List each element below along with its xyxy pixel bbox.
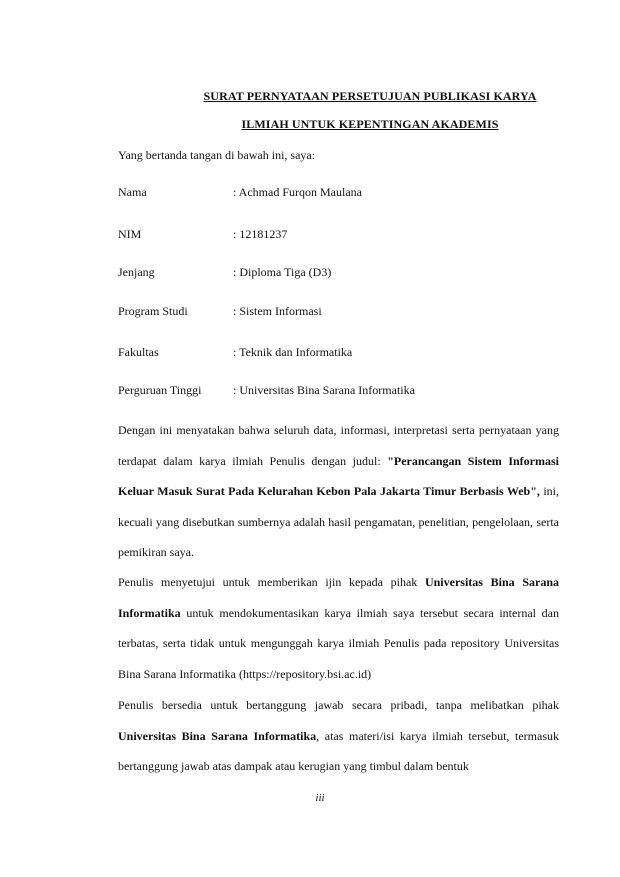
permission-paragraph bbox=[118, 567, 559, 689]
field-row-perguruan-tinggi bbox=[118, 383, 558, 399]
paragraph-text: ini, kecuali yang disebutkan sumbernya adalah hasil pengamatan, penelitian, pengelolaan, serta pemikiran saya. bbox=[118, 484, 560, 559]
paragraph-text: untuk mendokumentasikan karya ilmiah saya tersebut secara internal dan terbatas, serta tidak untuk mengunggah karya ilmiah Penulis pada repository Universitas Bina Sarana Informatika (https://repository.bsi.ac.id) bbox=[118, 605, 559, 681]
field-label: Jenjang bbox=[118, 265, 155, 279]
field-row-program-studi bbox=[118, 304, 558, 320]
field-value: : Sistem Informasi bbox=[233, 304, 322, 318]
institution-name: Universitas Bina Sarana Informatika bbox=[118, 575, 559, 620]
intro-text: Yang bertanda tangan di bawah ini, saya: bbox=[118, 148, 316, 162]
field-row-nim bbox=[118, 227, 558, 243]
field-row-nama bbox=[118, 185, 558, 201]
field-row-fakultas bbox=[118, 345, 558, 361]
responsibility-paragraph bbox=[118, 690, 559, 782]
field-label: Fakultas bbox=[118, 345, 159, 359]
paragraph-text: Penulis bersedia untuk bertanggung jawab secara pribadi, tanpa melibatkan pihak bbox=[118, 698, 559, 712]
field-value: : Diploma Tiga (D3) bbox=[233, 265, 332, 279]
paragraph-text: , atas materi/isi karya ilmiah tersebut, termasuk bertanggung jawab atas dampak atau kerugian yang timbul dalam bentuk bbox=[118, 728, 559, 773]
field-value: : Achmad Furqon Maulana bbox=[233, 185, 362, 199]
field-label: Nama bbox=[118, 185, 147, 199]
document-title-line-2: ILMIAH UNTUK KEPENTINGAN AKADEMIS bbox=[241, 117, 499, 131]
thesis-title: "Perancangan Sistem Informasi Keluar Masuk Surat Pada Kelurahan Kebon Pala Jakarta Timur Berbasis Web", bbox=[118, 453, 560, 498]
field-row-jenjang bbox=[118, 265, 558, 281]
field-value: : Universitas Bina Sarana Informatika bbox=[233, 383, 415, 397]
field-label: Program Studi bbox=[118, 304, 188, 318]
document-title-line-1: SURAT PERNYATAAN PERSETUJUAN PUBLIKASI KARYA bbox=[203, 89, 537, 103]
paragraph-text: Penulis menyetujui untuk memberikan ijin kepada pihak bbox=[118, 575, 425, 589]
field-value: : 12181237 bbox=[233, 227, 288, 241]
statement-paragraph bbox=[118, 415, 559, 568]
field-value: : Teknik dan Informatika bbox=[233, 345, 353, 359]
institution-name: Universitas Bina Sarana Informatika bbox=[118, 728, 317, 743]
field-label: NIM bbox=[118, 227, 142, 241]
field-label: Perguruan Tinggi bbox=[118, 383, 202, 397]
page-number: iii bbox=[315, 792, 325, 804]
paragraph-text: Dengan ini menyatakan bahwa seluruh data, informasi, interpretasi serta pernyataan yang terdapat dalam karya ilmiah Penulis dengan judul: bbox=[118, 423, 559, 468]
